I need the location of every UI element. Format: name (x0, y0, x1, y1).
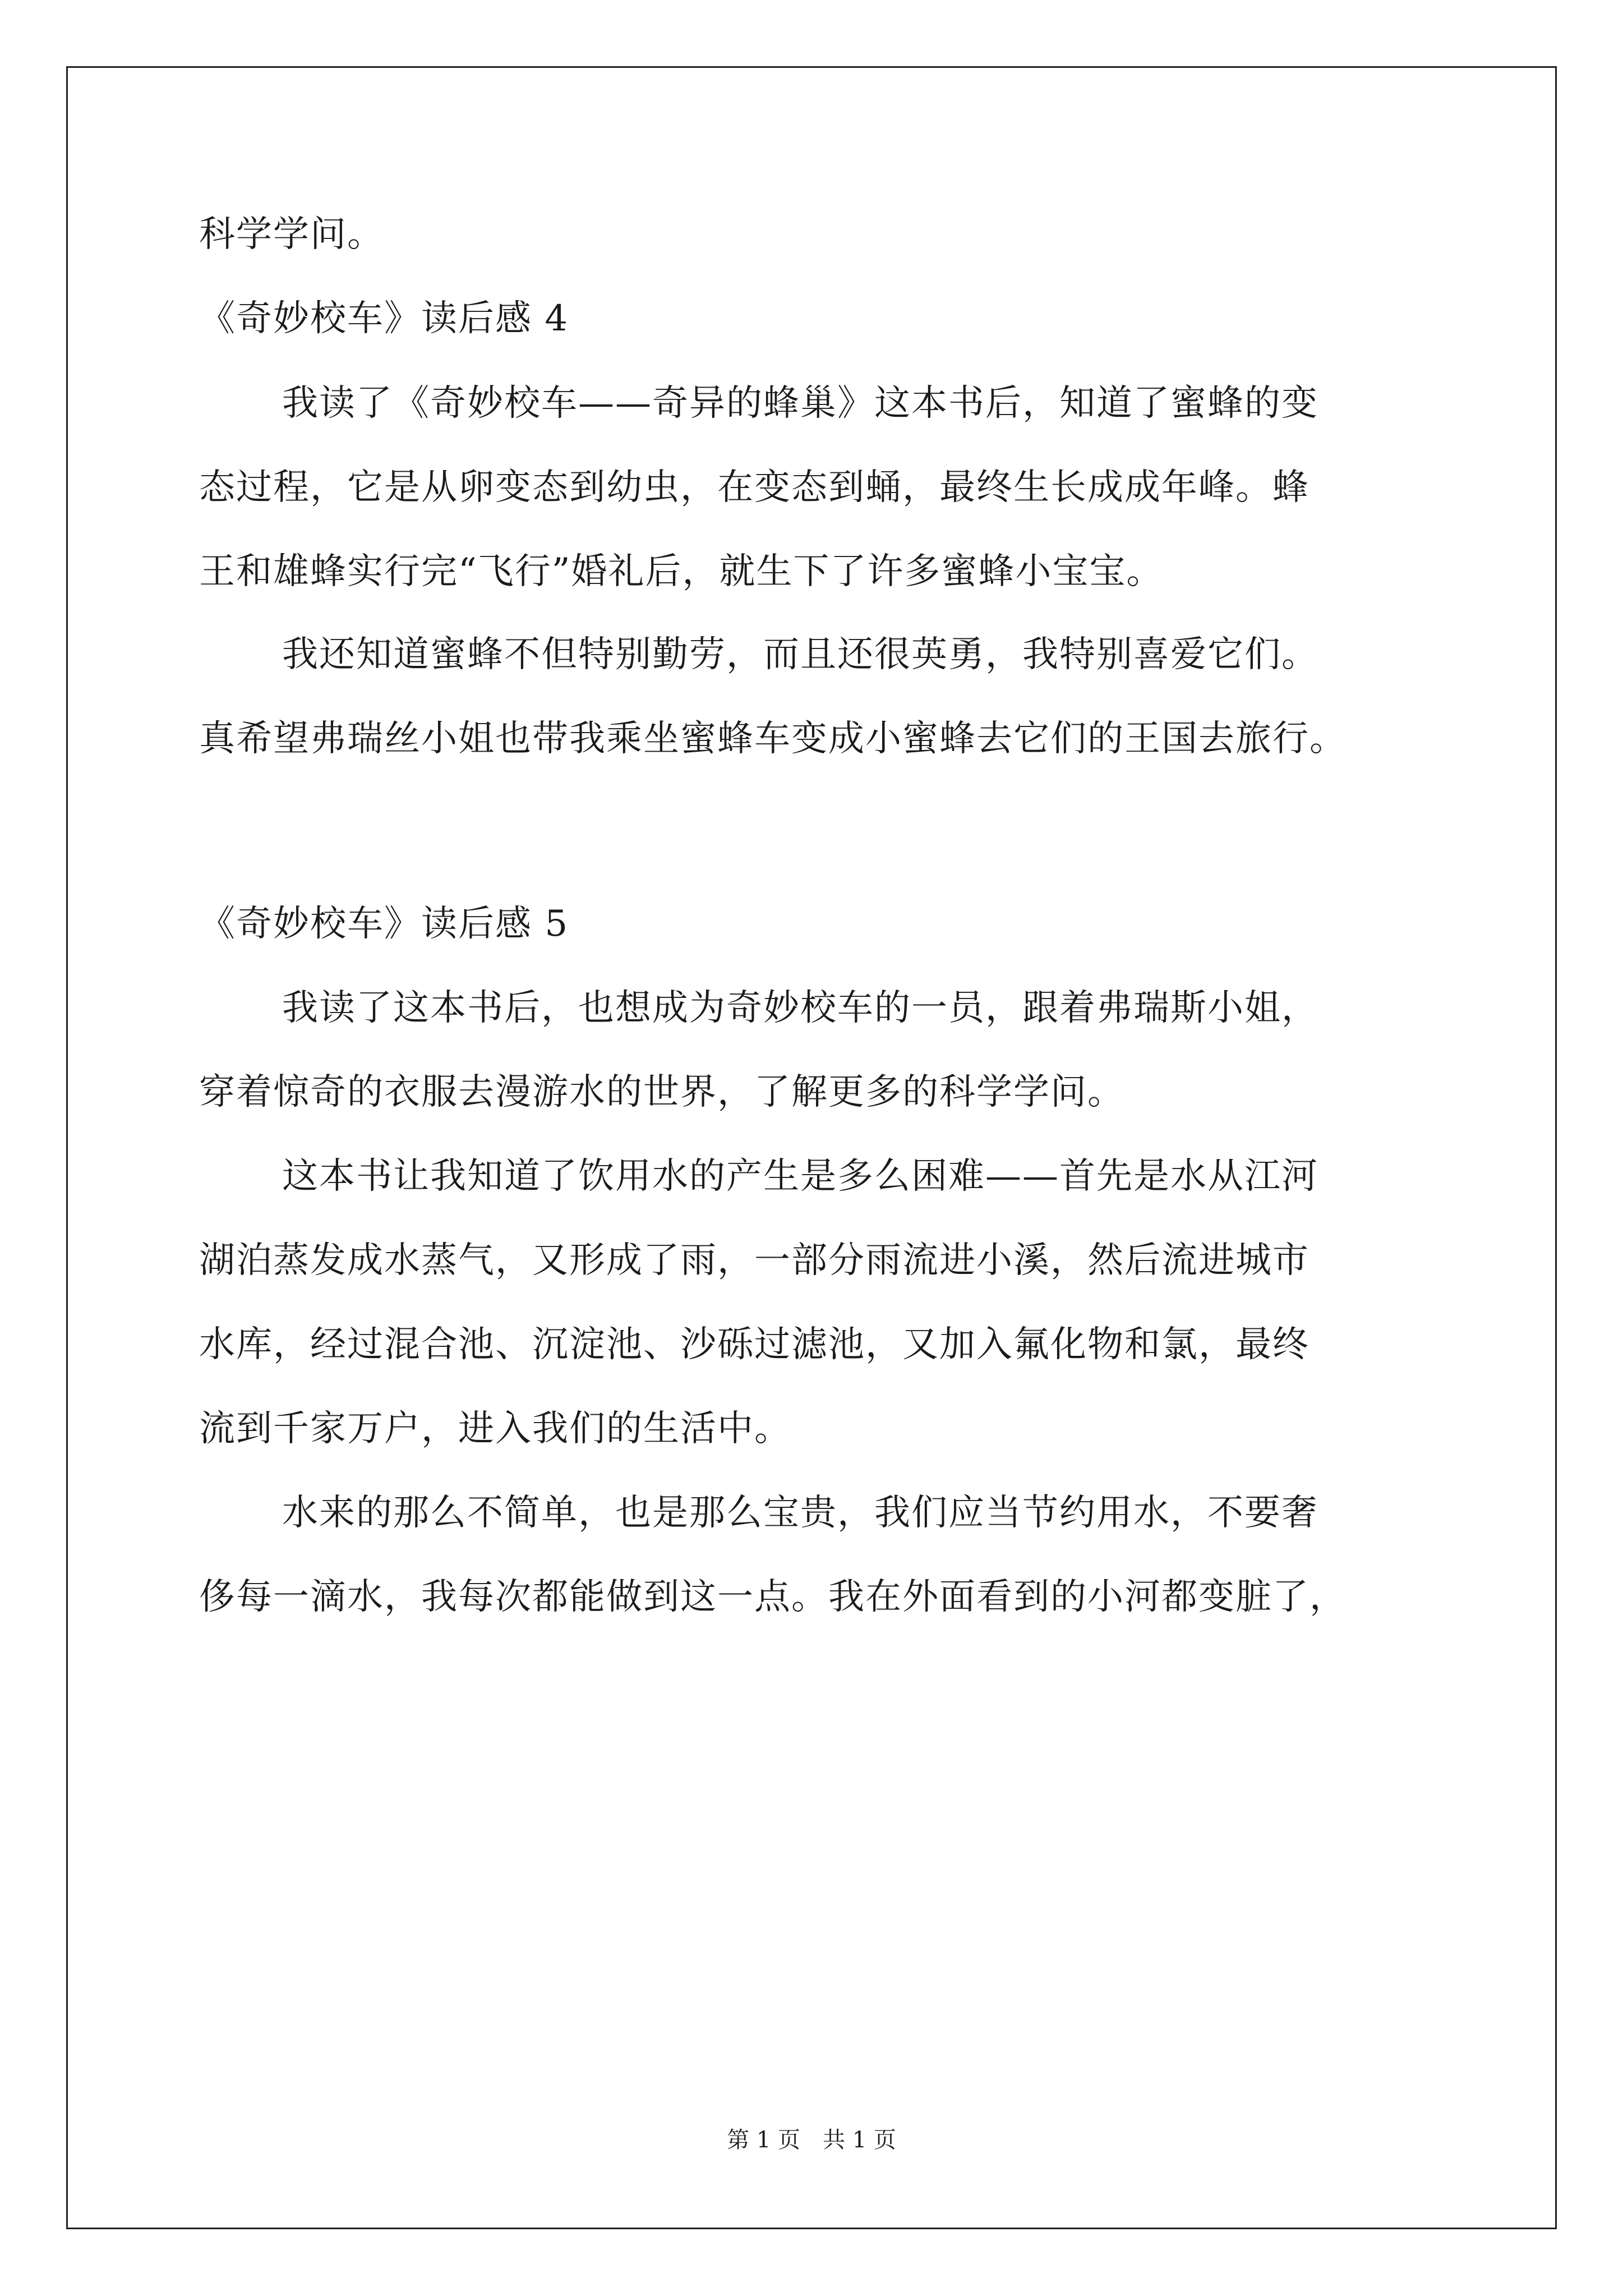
paragraph-line: 态过程，它是从卵变态到幼虫，在变态到蛹，最终生长成成年峰。蜂 (199, 467, 1310, 508)
paragraph-line: 流到千家万户，进入我们的生活中。 (199, 1408, 791, 1450)
paragraph-line: 这本书让我知道了饮用水的产生是多么困难——首先是水从江河 (282, 1156, 1318, 1197)
paragraph-line: 湖泊蒸发成水蒸气，又形成了雨，一部分雨流进小溪，然后流进城市 (199, 1240, 1310, 1281)
paragraph-line: 穿着惊奇的衣服去漫游水的世界，了解更多的科学学问。 (199, 1071, 1124, 1113)
section-heading: 《奇妙校车》读后感 4 (199, 298, 569, 339)
paragraph-line: 水来的那么不简单，也是那么宝贵，我们应当节约用水，不要奢 (282, 1492, 1318, 1534)
paragraph-line: 侈每一滴水，我每次都能做到这一点。我在外面看到的小河都变脏了， (199, 1576, 1347, 1618)
paragraph-line: 真希望弗瑞丝小姐也带我乘坐蜜蜂车变成小蜜蜂去它们的王国去旅行。 (199, 718, 1347, 760)
paragraph-line: 科学学问。 (199, 214, 384, 255)
paragraph-line: 水库，经过混合池、沉淀池、沙砾过滤池，又加入氟化物和氯，最终 (199, 1324, 1310, 1365)
paragraph-line: 我读了这本书后，也想成为奇妙校车的一员，跟着弗瑞斯小姐， (282, 987, 1318, 1029)
paragraph-line: 我还知道蜜蜂不但特别勤劳，而且还很英勇，我特别喜爱它们。 (282, 634, 1318, 675)
paragraph-line: 王和雄蜂实行完“飞行”婚礼后，就生下了许多蜜蜂小宝宝。 (199, 551, 1164, 592)
section-heading: 《奇妙校车》读后感 5 (199, 903, 569, 945)
page-number-footer: 第 1 页 共 1 页 (727, 2127, 896, 2153)
paragraph-line: 我读了《奇妙校车——奇异的蜂巢》这本书后，知道了蜜蜂的变 (282, 383, 1318, 424)
